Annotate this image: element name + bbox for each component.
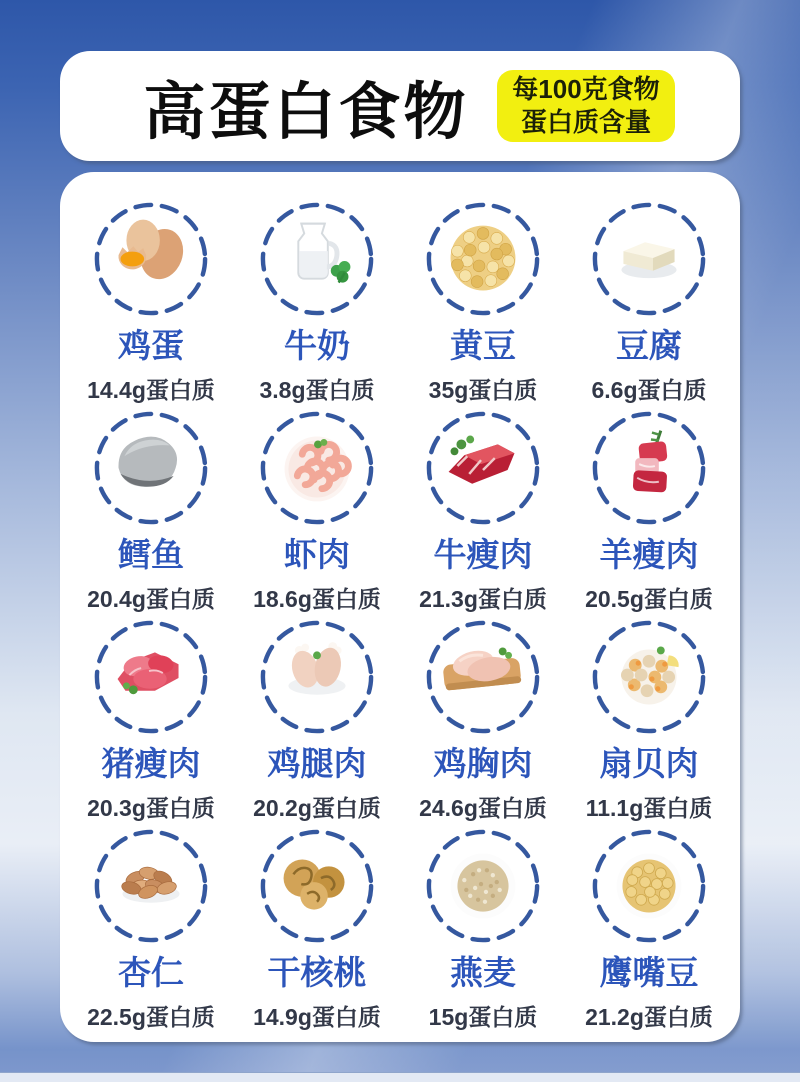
badge-line-2: 蛋白质含量 bbox=[520, 107, 651, 137]
food-item-lean-beef bbox=[400, 405, 566, 614]
food-grid bbox=[68, 196, 732, 1030]
food-name: 扇贝肉 bbox=[599, 744, 699, 782]
food-protein-value: 21.3g蛋白质 bbox=[419, 585, 547, 612]
milk-jug-icon bbox=[258, 200, 376, 318]
food-grid-card bbox=[60, 172, 740, 1042]
food-item-milk-jug bbox=[234, 196, 400, 405]
scallops-icon bbox=[590, 618, 708, 736]
per-100g-badge bbox=[497, 70, 675, 142]
food-protein-value: 14.4g蛋白质 bbox=[87, 376, 215, 403]
soybeans-icon bbox=[424, 200, 542, 318]
tofu-icon bbox=[590, 200, 708, 318]
lean-beef-icon bbox=[424, 409, 542, 527]
food-protein-value: 24.6g蛋白质 bbox=[419, 794, 547, 821]
food-name: 鸡胸肉 bbox=[433, 744, 533, 782]
food-protein-value: 6.6g蛋白质 bbox=[591, 376, 707, 403]
almonds-icon bbox=[92, 827, 210, 945]
egg-icon bbox=[92, 200, 210, 318]
food-name: 牛瘦肉 bbox=[433, 535, 533, 573]
food-name: 鹰嘴豆 bbox=[599, 953, 699, 991]
food-name: 虾肉 bbox=[284, 535, 350, 573]
food-protein-value: 3.8g蛋白质 bbox=[259, 376, 375, 403]
food-name: 猪瘦肉 bbox=[101, 744, 201, 782]
bottom-edge-strip bbox=[0, 1072, 800, 1082]
food-item-tofu bbox=[566, 196, 732, 405]
badge-line-1: 每100克食物 bbox=[512, 74, 660, 104]
food-protein-value: 11.1g蛋白质 bbox=[585, 794, 713, 821]
food-item-oats bbox=[400, 823, 566, 1032]
food-item-chickpeas bbox=[566, 823, 732, 1032]
food-item-chicken-leg bbox=[234, 614, 400, 823]
food-name: 羊瘦肉 bbox=[599, 535, 699, 573]
food-item-scallops bbox=[566, 614, 732, 823]
cod-fillet-icon bbox=[92, 409, 210, 527]
food-name: 牛奶 bbox=[284, 327, 350, 364]
food-item-walnuts bbox=[234, 823, 400, 1032]
food-item-almonds bbox=[68, 823, 234, 1032]
food-protein-value: 20.4g蛋白质 bbox=[87, 585, 215, 612]
food-item-chicken-breast bbox=[400, 614, 566, 823]
food-name: 鸡蛋 bbox=[118, 327, 184, 364]
food-protein-value: 15g蛋白质 bbox=[428, 1003, 538, 1030]
lean-lamb-icon bbox=[590, 409, 708, 527]
shrimp-icon bbox=[258, 409, 376, 527]
food-name: 干核桃 bbox=[267, 953, 367, 991]
food-protein-value: 14.9g蛋白质 bbox=[253, 1003, 381, 1030]
food-item-lean-pork bbox=[68, 614, 234, 823]
walnuts-icon bbox=[258, 827, 376, 945]
food-protein-value: 22.5g蛋白质 bbox=[87, 1003, 215, 1030]
food-protein-value: 21.2g蛋白质 bbox=[585, 1003, 713, 1030]
food-name: 黄豆 bbox=[450, 327, 516, 364]
food-name: 鳕鱼 bbox=[118, 535, 184, 573]
food-name: 杏仁 bbox=[118, 953, 184, 991]
food-protein-value: 18.6g蛋白质 bbox=[253, 585, 381, 612]
food-protein-value: 20.5g蛋白质 bbox=[585, 585, 713, 612]
page-title: 高蛋白食物 bbox=[143, 77, 469, 147]
chicken-breast-icon bbox=[424, 618, 542, 736]
food-item-shrimp bbox=[234, 405, 400, 614]
food-item-egg bbox=[68, 196, 234, 405]
food-name: 鸡腿肉 bbox=[267, 744, 367, 782]
food-item-soybeans bbox=[400, 196, 566, 405]
food-protein-value: 20.3g蛋白质 bbox=[87, 794, 215, 821]
lean-pork-icon bbox=[92, 618, 210, 736]
header-card bbox=[60, 51, 740, 161]
food-name: 豆腐 bbox=[616, 327, 682, 364]
food-item-cod-fillet bbox=[68, 405, 234, 614]
food-name: 燕麦 bbox=[450, 953, 516, 991]
chickpeas-icon bbox=[590, 827, 708, 945]
food-protein-value: 35g蛋白质 bbox=[428, 376, 538, 403]
food-item-lean-lamb bbox=[566, 405, 732, 614]
chicken-leg-icon bbox=[258, 618, 376, 736]
food-protein-value: 20.2g蛋白质 bbox=[253, 794, 381, 821]
oats-icon bbox=[424, 827, 542, 945]
